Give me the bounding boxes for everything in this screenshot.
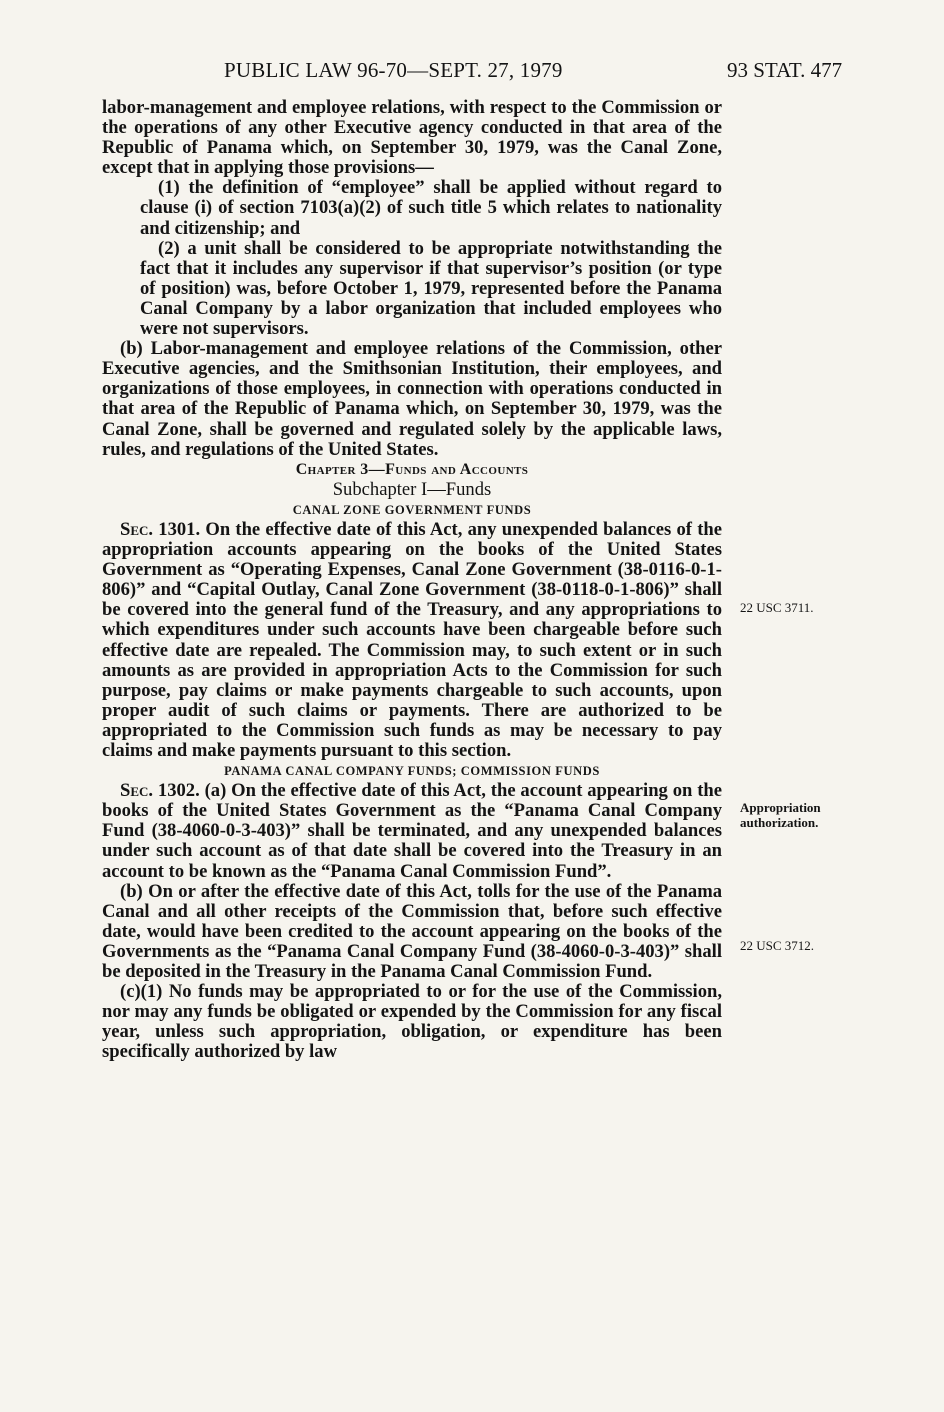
subchapter-heading: Subchapter I—Funds bbox=[332, 478, 492, 500]
section-1301-heading: CANAL ZONE GOVERNMENT FUNDS bbox=[292, 502, 532, 517]
page-header bbox=[0, 58, 944, 88]
list-item-1: (1) the definition of “employee” shall be applied without regard to clause (i) of section 7103(a)(2) of such title 5 which relates to nationality and citizenship; and bbox=[140, 177, 722, 239]
section-1301 bbox=[102, 520, 722, 761]
page-number: 93 STAT. 477 bbox=[727, 58, 843, 82]
section-1301-text: On the effective date of this Act, any unexpended balances of the appropriation accounts appearing on the books of the United States Government as “Operating Expenses, Canal Zone Government (38-0116-0-1-806)” and “Capital Outlay, Canal Zone Government (38-0118-0-1-806)” shall be covered into the general fund of the Treasury, and any appropriations to which expenditures under such accounts have been chargeable before such effective date are repealed. The Commission may, to such extent or in such amounts as are provided in appropriation Acts to the Commission for such purpose, pay claims or make payments chargeable to such accounts, upon proper audit of such claims or payments. There are authorized to be appropriated to the Commission such funds as may be necessary to pay claims and make payments pursuant to this section. bbox=[102, 518, 722, 761]
body-text bbox=[102, 98, 722, 1063]
chapter-heading: Chapter 3—Funds and Accounts bbox=[295, 460, 529, 478]
margin-note-appropriation bbox=[740, 800, 821, 830]
section-1302-a bbox=[102, 781, 722, 881]
margin-note-appropriation-line2: authorization. bbox=[740, 815, 819, 830]
margin-note-usc-3712: 22 USC 3712. bbox=[740, 938, 815, 953]
section-1302-b: (b) On or after the effective date of this Act, tolls for the use of the Panama Canal and all other receipts of the Commission that, before such effective date, would have been credited to the account appearing on the books of the Governments as the “Panama Canal Company Fund (38-4060-0-3-403)” shall be deposited in the Treasury in the Panama Canal Commission Fund. bbox=[102, 880, 722, 983]
paragraph-continuation: labor-management and employee relations, with respect to the Commission or the operations of any other Executive agency conducted in that area of the Republic of Panama which, on September 30, 1979, was the Canal Zone, except that in applying those provisions— bbox=[102, 97, 722, 179]
margin-note-usc-3711: 22 USC 3711. bbox=[740, 600, 814, 615]
section-1302-c: (c)(1) No funds may be appropriated to or for the use of the Commission, nor may any funds be obligated or expended by the Commission for any fiscal year, unless such appropriation, obligation, or expenditure has been specifically authorized by law bbox=[102, 981, 722, 1063]
running-head: PUBLIC LAW 96-70—SEPT. 27, 1979 bbox=[224, 58, 563, 82]
margin-note-appropriation-line1: Appropriation bbox=[740, 800, 821, 815]
section-1302-a-text: (a) On the effective date of this Act, the account appearing on the books of the United States Government as the “Panama Canal Company Fund (38-4060-0-3-403)” shall be terminated, and any unexpended balances under such account as of that date shall be covered into the Treasury in an account to be known as the “Panama Canal Commission Fund”. bbox=[102, 780, 722, 882]
section-1302-heading: PANAMA CANAL COMPANY FUNDS; COMMISSION FUNDS bbox=[224, 764, 600, 779]
section-1301-label: Sec. 1301. bbox=[120, 518, 201, 540]
list-item-2: (2) a unit shall be considered to be appropriate notwithstanding the fact that it includes any supervisor if that supervisor’s position (or type of position) was, before October 1, 1979, represented before the Panama Canal Company by a labor organization that included employees who were not supervisors. bbox=[140, 237, 722, 340]
section-1302-label: Sec. 1302. bbox=[120, 780, 200, 802]
paragraph-b: (b) Labor-management and employee relations of the Commission, other Executive agencies, and the Smithsonian Institution, their employees, and organizations of those employees, in connection with operations conducted in that area of the Republic of Panama which, on September 30, 1979, was the Canal Zone, shall be governed and regulated solely by the applicable laws, rules, and regulations of the United States. bbox=[102, 338, 722, 460]
